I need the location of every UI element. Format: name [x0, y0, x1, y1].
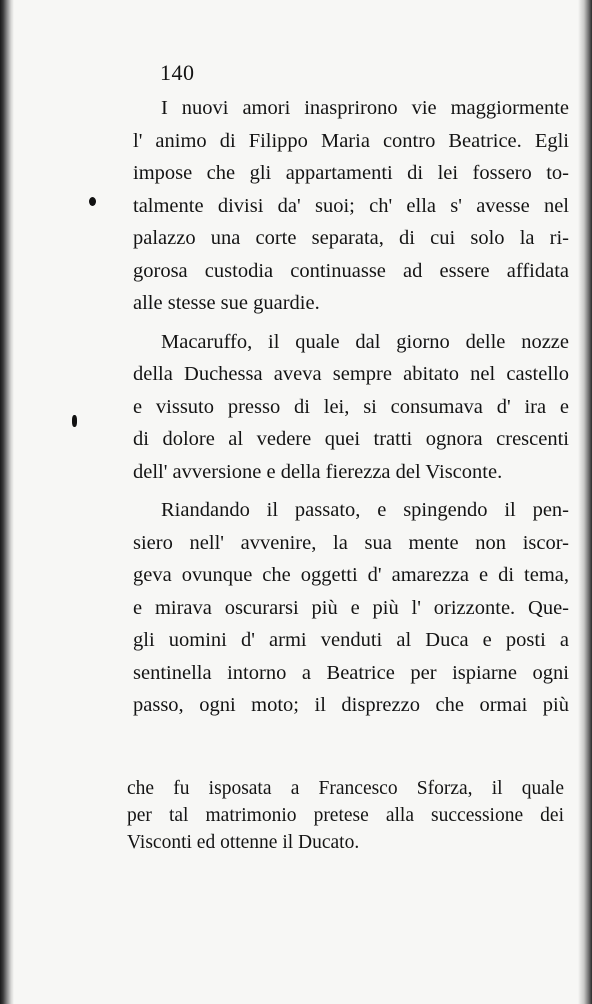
text-line: gorosa custodia continuasse ad essere affidata: [133, 259, 569, 282]
text-line: palazzo una corte separata, di cui solo la ri-: [133, 227, 569, 249]
text-line: impose che gli appartamenti di lei fossero to-: [133, 162, 569, 184]
paragraph: [133, 494, 569, 722]
text-line: dell' avversione e della fierezza del Visconte.: [133, 460, 503, 483]
text-line: talmente divisi da' suoi; ch' ella s' avesse nel: [133, 194, 569, 217]
ink-blot: [72, 415, 77, 427]
footnote-line: Visconti ed ottenne il Ducato.: [127, 832, 360, 853]
text-line: alle stesse sue guardie.: [133, 292, 320, 314]
book-spine-gutter: [0, 0, 14, 1004]
text-line: di dolore al vedere quei tratti ognora crescenti: [133, 428, 569, 450]
text-line: della Duchessa aveva sempre abitato nel castello: [133, 363, 569, 385]
paragraph: [133, 92, 569, 320]
footnote: [127, 775, 564, 856]
text-line: Macaruffo, il quale dal giorno delle nozze: [161, 330, 569, 353]
text-line: Riandando il passato, e spingendo il pen-: [161, 499, 569, 521]
text-line: gli uomini d' armi venduti al Duca e posti a: [133, 629, 569, 651]
main-text: [133, 92, 569, 728]
footnote-line: per tal matrimonio pretese alla successione dei: [127, 805, 564, 826]
text-line: geva ovunque che oggetti d' amarezza e di tema,: [133, 564, 569, 586]
text-line: passo, ogni moto; il disprezzo che ormai più: [133, 694, 569, 716]
text-line: e mirava oscurarsi più e più l' orizzonte. Que-: [133, 596, 569, 619]
page-right-edge: [578, 0, 592, 1004]
page-number: 140: [160, 60, 195, 85]
text-line: l' animo di Filippo Maria contro Beatrice. Egli: [133, 129, 569, 152]
footnote-line: che fu isposata a Francesco Sforza, il quale: [127, 778, 564, 799]
text-line: siero nell' avvenire, la sua mente non iscor-: [133, 531, 569, 554]
text-line: sentinella intorno a Beatrice per ispiarne ogni: [133, 661, 569, 684]
text-line: I nuovi amori inasprirono vie maggiormente: [161, 97, 569, 119]
ink-blot: [89, 197, 96, 206]
text-line: e vissuto presso di lei, si consumava d' ira e: [133, 395, 569, 418]
paragraph: [133, 326, 569, 489]
